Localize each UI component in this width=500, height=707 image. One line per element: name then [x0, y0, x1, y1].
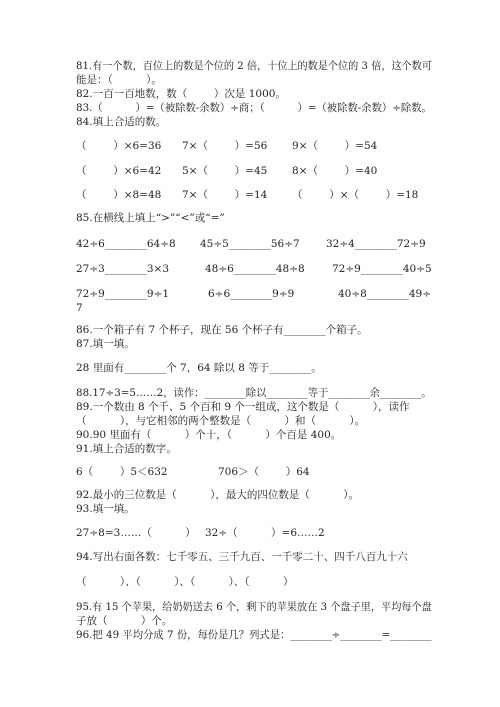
q93-right: 32÷（ ）=6……2	[205, 527, 325, 539]
q81-line2: 能是：（ ）。	[76, 74, 162, 86]
q94-title: 94.写出右面各数：七千零五、三千九百、一千零二十、四千八百九十六	[76, 551, 408, 563]
q90-text: 90.90 里面有（ ）个十，（ ）个百是 400。	[76, 429, 342, 441]
q85-r2-c2: 48÷6________48÷8	[205, 263, 305, 275]
q93-left: 27÷8=3……（ ）	[76, 527, 196, 539]
q84-r3-c2: 7×（ ）=14	[182, 189, 268, 201]
q84-r3-c3: （ ）×（ ）=18	[292, 189, 419, 201]
q84-r1-c3: 9×（ ）=54	[292, 140, 378, 152]
q82-text: 82.一百一百地数，数（ ）次是 1000。	[76, 88, 286, 100]
q85-r2-c1: 27÷3________3×3	[76, 263, 169, 275]
q84-r2-c3: 8×（ ）=40	[292, 165, 378, 177]
q84-r2-c2: 5×（ ）=45	[182, 165, 268, 177]
q87-body: 28 里面有________个 7，64 除以 8 等于________。	[76, 362, 322, 374]
q96-text: 96.把 49 平均分成 7 份，每份是几？列式是：________÷________=________	[76, 629, 432, 641]
q86-text: 86.一个箱子有 7 个杯子，现在 56 个杯子有________个箱子。	[76, 324, 368, 336]
q91-title: 91.填上合适的数字。	[76, 443, 177, 455]
q85-r3-c3: 40÷8________49÷	[338, 288, 431, 300]
q84-title: 84.填上合适的数。	[76, 116, 167, 128]
q94-answers: （ ）、（ ）、（ ）、（ ）	[76, 576, 294, 588]
q85-r3-c2: 6÷6________9÷9	[208, 288, 295, 300]
q81-line1: 81.有一个数，百位上的数是个位的 2 倍，十位上的数是个位的 3 倍，这个数可	[76, 60, 433, 72]
q95-line2: 子放（ ）个。	[76, 615, 173, 627]
q84-r3-c1: （ ）×8=48	[76, 189, 162, 201]
q83-text: 83.（ ）=（被除数-余数）÷商；（ ）=（被除数-余数）÷除数。	[76, 102, 432, 114]
q84-r1-c1: （ ）×6=36	[76, 140, 162, 152]
q85-r2-c3: 72÷9________40÷5	[332, 263, 432, 275]
q89-line2: （ ），与它相邻的两个整数是（ ）和（ ）。	[76, 415, 366, 427]
q85-r1-c2: 45÷5________56÷7	[200, 238, 300, 250]
q87-title: 87.填一填。	[76, 338, 135, 350]
q93-title: 93.填一填。	[76, 503, 135, 515]
q91-right: 706＞（ ）64	[218, 466, 310, 478]
q88-text: 88.17÷3=5……2，读作：________除以________等于________余________。	[76, 387, 432, 399]
q84-r1-c2: 7×（ ）=56	[182, 140, 268, 152]
q85-r1-c1: 42÷6________64÷8	[76, 238, 176, 250]
q95-line1: 95.有 15 个苹果，给奶奶送去 6 个，剩下的苹果放在 3 个盘子里，平均每个盘	[76, 601, 432, 613]
q91-left: 6（ ）5＜632	[76, 466, 168, 478]
q85-title: 85.在横线上填上“>”“<”或“=”	[76, 212, 225, 224]
q89-line1: 89.一个数由 8 个千、5 个百和 9 个一组成，这个数是（ ），读作	[76, 401, 410, 413]
q92-text: 92.最小的三位数是（ ），最大的四位数是（ ）。	[76, 489, 359, 501]
q85-r3-c1: 72÷9________9÷1	[76, 288, 169, 300]
q85-r3-wrap: 7	[76, 302, 83, 314]
q85-r1-c3: 32÷4________72÷9	[326, 238, 426, 250]
q84-r2-c1: （ ）×6=42	[76, 165, 162, 177]
